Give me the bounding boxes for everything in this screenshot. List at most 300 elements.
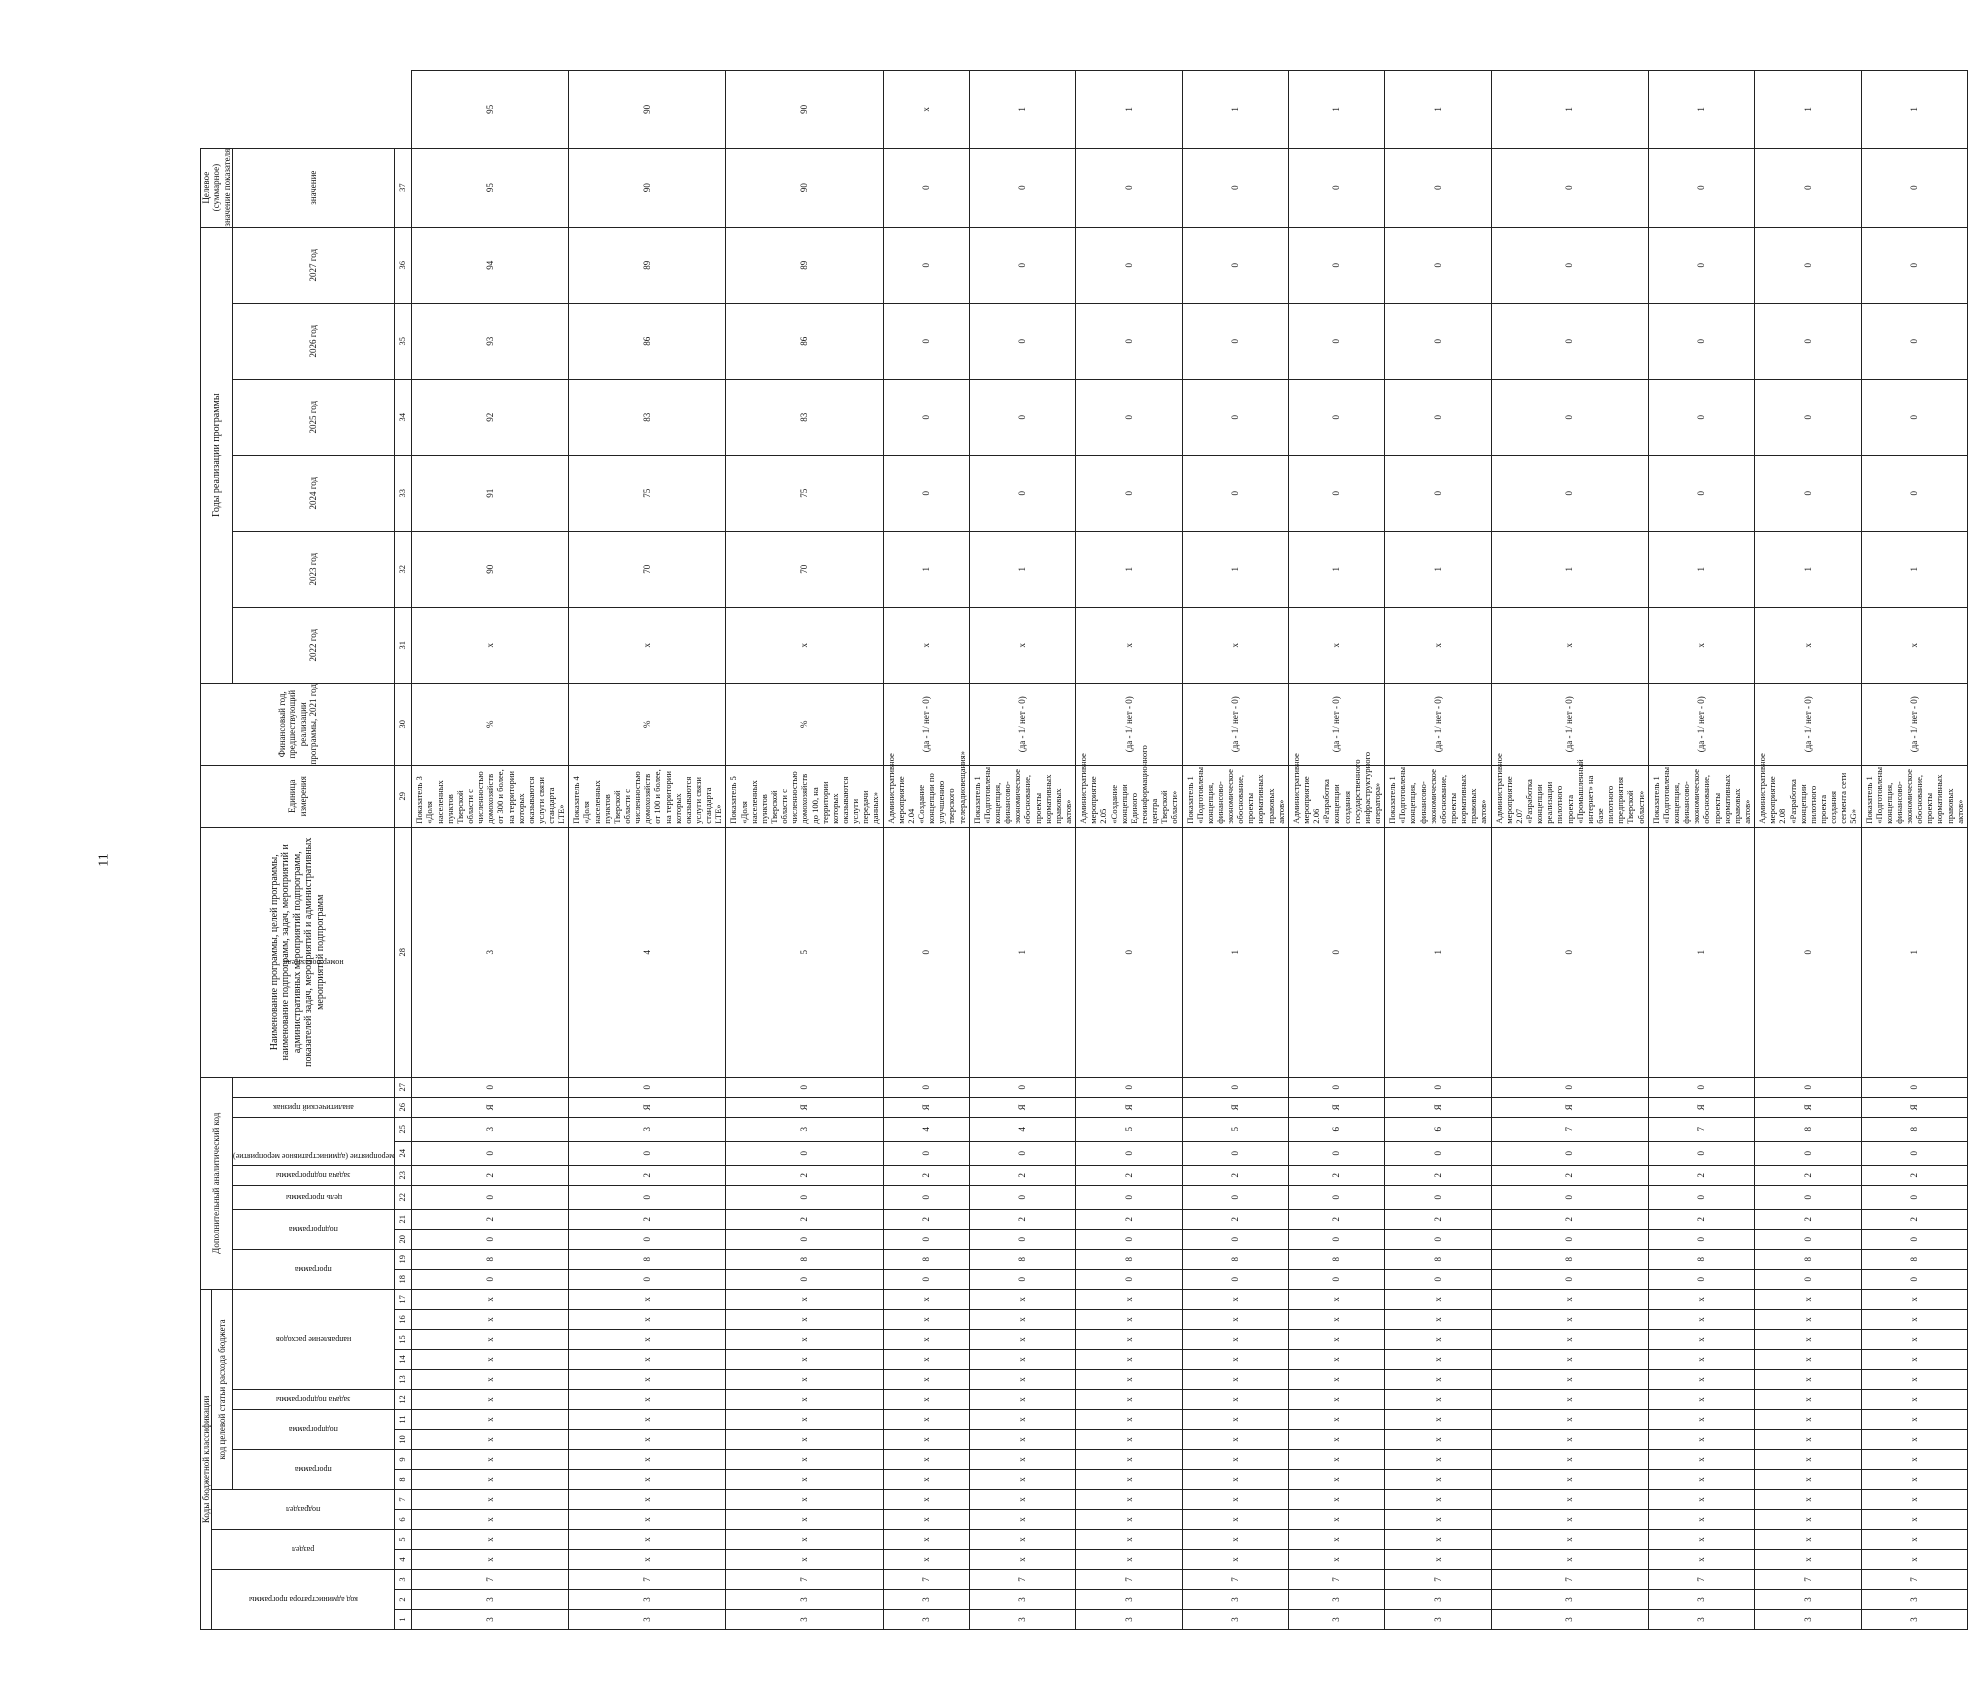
code-cell: х <box>412 1350 569 1370</box>
code-cell: 0 <box>1076 1077 1182 1097</box>
item-name-cell: Показатель 5 «Доля населенных пунктов Тверской области с численностью домохозяйств до 100, на территории которых оказываются услуги передачи данных» <box>726 765 883 827</box>
code-cell: Я <box>1385 1097 1491 1117</box>
code-cell: 0 <box>1385 1141 1491 1165</box>
code-cell: х <box>1491 1550 1648 1570</box>
fin-year-header: Финансовый год, предшествующий реализации программы, 2021 год <box>201 683 395 765</box>
ak-subprogram-task-header: задача подпрограммы <box>276 1170 351 1180</box>
code-cell: х <box>726 1490 883 1510</box>
year-value-cell: 89 <box>569 227 726 303</box>
code-cell: Я <box>1648 1097 1754 1117</box>
year-value-cell: 0 <box>1076 227 1182 303</box>
code-cell: х <box>1288 1470 1384 1490</box>
table-row <box>1385 71 1491 1630</box>
code-cell: 2 <box>1288 1165 1384 1185</box>
code-cell: х <box>1385 1410 1491 1430</box>
column-number: 3 <box>395 1570 412 1590</box>
code-cell: 3 <box>569 1590 726 1610</box>
program-header: программа <box>295 1465 332 1475</box>
year-value-cell: 0 <box>1755 379 1861 455</box>
code-cell: х <box>969 1450 1075 1470</box>
year-value-cell: 0 <box>1648 227 1754 303</box>
code-cell: 7 <box>969 1570 1075 1590</box>
code-cell: х <box>1182 1310 1288 1330</box>
item-name-cell: Показатель 4 «Доля населенных пунктов Тверской области с численностью домохозяйств от 100 и более, на территории которых оказываются услуги связи стандарта LTE» <box>569 765 726 827</box>
code-cell: х <box>1385 1550 1491 1570</box>
code-cell: х <box>1861 1550 1967 1570</box>
table-row <box>1491 71 1648 1630</box>
code-cell: 7 <box>1182 1570 1288 1590</box>
code-cell: х <box>1755 1510 1861 1530</box>
code-cell: 0 <box>569 1141 726 1165</box>
year-value-cell: 90 <box>569 148 726 227</box>
year-value-cell: 70 <box>726 531 883 607</box>
code-cell: х <box>883 1289 969 1309</box>
year-value-cell: 75 <box>569 455 726 531</box>
table-row <box>1288 71 1384 1630</box>
code-cell: 0 <box>726 1229 883 1249</box>
code-cell: х <box>569 1370 726 1390</box>
year-value-cell: 1 <box>1076 531 1182 607</box>
code-cell: 2 <box>726 1165 883 1185</box>
year-2025-header: 2025 год <box>233 379 395 455</box>
column-number: 35 <box>395 303 412 379</box>
code-cell: х <box>1491 1330 1648 1350</box>
code-cell: 2 <box>1648 1209 1754 1229</box>
code-cell: 1 <box>969 827 1075 1077</box>
code-cell: х <box>1385 1450 1491 1470</box>
expense-direction-header: направление расходов <box>276 1335 352 1344</box>
code-cell: х <box>883 1370 969 1390</box>
code-cell: 0 <box>1861 1269 1967 1289</box>
table-row <box>569 71 726 1630</box>
year-value-cell: 0 <box>969 148 1075 227</box>
year-value-cell: 0 <box>1076 455 1182 531</box>
item-name-cell: Административное мероприятие 2.06 «Разработка концепции создания государственного инфраструктурного оператора» <box>1288 765 1384 827</box>
code-cell: х <box>569 1470 726 1490</box>
code-cell: 0 <box>1385 1077 1491 1097</box>
code-cell: 0 <box>726 1141 883 1165</box>
code-cell: х <box>1491 1310 1648 1330</box>
code-cell: х <box>969 1470 1075 1490</box>
code-cell: 2 <box>1491 1209 1648 1229</box>
column-number: 8 <box>395 1470 412 1490</box>
year-value-cell: 0 <box>1076 379 1182 455</box>
table-row <box>1182 71 1288 1630</box>
code-cell: х <box>1288 1330 1384 1350</box>
code-cell: х <box>883 1490 969 1510</box>
year-value-cell: 1 <box>969 531 1075 607</box>
code-cell: х <box>1648 1550 1754 1570</box>
code-cell: 5 <box>1076 1117 1182 1141</box>
code-cell: х <box>1182 1430 1288 1450</box>
code-cell: х <box>569 1490 726 1510</box>
code-cell: х <box>1648 1350 1754 1370</box>
code-cell: х <box>1491 1289 1648 1309</box>
fin-year-cell: х <box>1182 607 1288 683</box>
code-cell: 0 <box>969 1077 1075 1097</box>
column-number: 18 <box>395 1269 412 1289</box>
code-cell: х <box>726 1310 883 1330</box>
code-cell: х <box>1755 1390 1861 1410</box>
code-cell: 0 <box>1648 1185 1754 1209</box>
column-number: 20 <box>395 1229 412 1249</box>
year-value-cell: 0 <box>883 303 969 379</box>
year-value-cell: 0 <box>969 303 1075 379</box>
year-value-cell: 90 <box>726 148 883 227</box>
code-cell: х <box>1861 1310 1967 1330</box>
code-cell: 0 <box>883 1141 969 1165</box>
item-name-cell: Показатель 1 «Подготовлены концепция, финансово-экономическое обоснование, проекты нормативных правовых актов» <box>1182 765 1288 827</box>
code-cell: х <box>412 1330 569 1350</box>
code-cell: х <box>1385 1310 1491 1330</box>
program-indicators-table <box>200 70 1968 1630</box>
code-cell: 0 <box>1755 1141 1861 1165</box>
code-cell: х <box>1076 1510 1182 1530</box>
code-cell: Я <box>1182 1097 1288 1117</box>
code-cell: х <box>1648 1390 1754 1410</box>
code-cell: 0 <box>1182 1141 1288 1165</box>
code-cell: 2 <box>569 1209 726 1229</box>
code-cell: 0 <box>1385 1269 1491 1289</box>
code-cell: 0 <box>1648 1269 1754 1289</box>
code-cell: х <box>1182 1490 1288 1510</box>
year-value-cell: 1 <box>1491 531 1648 607</box>
code-cell: 3 <box>726 1610 883 1630</box>
year-value-cell: 1 <box>1182 531 1288 607</box>
code-cell: х <box>1288 1390 1384 1410</box>
code-cell: х <box>1182 1330 1288 1350</box>
code-cell: 3 <box>726 1117 883 1141</box>
code-cell: 3 <box>412 1590 569 1610</box>
year-value-cell: 1 <box>1861 531 1967 607</box>
column-number: 26 <box>395 1097 412 1117</box>
code-cell: х <box>1755 1470 1861 1490</box>
section-header: раздел <box>292 1545 315 1555</box>
column-number: 28 <box>395 827 412 1077</box>
year-value-cell: 0 <box>1491 148 1648 227</box>
code-cell: 3 <box>569 1610 726 1630</box>
table-row <box>726 71 883 1630</box>
code-cell: х <box>726 1450 883 1470</box>
code-cell: х <box>1288 1310 1384 1330</box>
code-cell: х <box>1076 1310 1182 1330</box>
code-cell: 0 <box>1182 1185 1288 1209</box>
year-value-cell: 90 <box>412 531 569 607</box>
code-cell: 0 <box>1491 1269 1648 1289</box>
code-cell: 2 <box>1288 1209 1384 1229</box>
code-cell: х <box>569 1550 726 1570</box>
code-cell: х <box>1491 1510 1648 1530</box>
code-cell: 8 <box>969 1249 1075 1269</box>
code-cell: 3 <box>1491 1610 1648 1630</box>
column-number: 14 <box>395 1350 412 1370</box>
code-cell: х <box>1288 1490 1384 1510</box>
year-2027-header: 2027 год <box>233 227 395 303</box>
name-header: Наименование программы, целей программы, наименование подпрограмм, задач, мероприятий и административных мероприятий подпрограмм, показателей задач, мероприятий и административных мероприятий подпрограмм <box>201 827 395 1077</box>
table-row <box>1861 71 1967 1630</box>
item-name-cell: Показатель 1 «Подготовлены концепция, финансово-экономическое обоснование, проекты нормативных правовых актов» <box>1861 765 1967 827</box>
code-cell: 0 <box>1491 1077 1648 1097</box>
code-cell: 0 <box>1288 827 1384 1077</box>
code-cell: х <box>969 1330 1075 1350</box>
code-cell: 8 <box>1385 1249 1491 1269</box>
code-cell: х <box>1385 1350 1491 1370</box>
code-cell: х <box>569 1510 726 1530</box>
code-cell: х <box>1755 1450 1861 1470</box>
year-value-cell: 0 <box>1491 227 1648 303</box>
table-row <box>412 71 569 1630</box>
code-cell: х <box>1491 1530 1648 1550</box>
year-value-cell: 1 <box>1288 531 1384 607</box>
code-cell: 4 <box>569 827 726 1077</box>
fin-year-cell: х <box>1076 607 1182 683</box>
code-cell: х <box>726 1370 883 1390</box>
code-cell: х <box>412 1470 569 1490</box>
code-cell: 3 <box>1491 1590 1648 1610</box>
code-cell: 7 <box>1076 1570 1182 1590</box>
code-cell: х <box>1076 1410 1182 1430</box>
code-cell: х <box>1648 1289 1754 1309</box>
fin-year-cell: х <box>569 607 726 683</box>
table-row <box>1755 71 1861 1630</box>
ak-program-header: программа <box>295 1264 332 1274</box>
year-value-cell: 0 <box>1491 455 1648 531</box>
table-row <box>883 71 969 1630</box>
code-cell: х <box>1861 1530 1967 1550</box>
code-cell: 1 <box>1861 827 1967 1077</box>
code-cell: 8 <box>1755 1117 1861 1141</box>
code-cell: х <box>1861 1450 1967 1470</box>
code-cell: х <box>1861 1490 1967 1510</box>
code-cell: 2 <box>883 1165 969 1185</box>
code-cell: 3 <box>726 1590 883 1610</box>
code-cell: х <box>569 1310 726 1330</box>
code-cell: 0 <box>726 1185 883 1209</box>
unit-cell: (да - 1/ нет - 0) <box>1491 683 1648 765</box>
code-cell: х <box>1385 1289 1491 1309</box>
item-name-cell: Показатель 3 «Доля населенных пунктов Тверской области с численностью домохозяйств от 300 и более, на территории которых оказываются услуги связи стандарта LTE» <box>412 765 569 827</box>
unit-cell: (да - 1/ нет - 0) <box>1648 683 1754 765</box>
fin-year-cell: х <box>726 607 883 683</box>
target-value-cell: 90 <box>569 71 726 149</box>
year-value-cell: 0 <box>1861 227 1967 303</box>
ak-subprogram-header: подпрограмма <box>289 1224 339 1234</box>
year-value-cell: 0 <box>1182 303 1288 379</box>
ak-event-header: мероприятие (административное мероприятие) <box>233 1152 395 1162</box>
code-cell: Я <box>1861 1097 1967 1117</box>
code-cell: 6 <box>1385 1117 1491 1141</box>
code-cell: 0 <box>1755 1229 1861 1249</box>
code-cell: 2 <box>1076 1209 1182 1229</box>
code-cell: х <box>1288 1430 1384 1450</box>
code-cell: х <box>1648 1310 1754 1330</box>
item-name-cell: Административное мероприятие 2.07 «Разработка концепции реализации пилотного проекта «Промышленный интернет» на базе пилотного предприятия Тверской области» <box>1491 765 1648 827</box>
code-cell: 0 <box>1288 1141 1384 1165</box>
subprogram-task-header: задача подпрограммы <box>276 1395 351 1405</box>
code-cell: х <box>1076 1350 1182 1370</box>
column-number: 6 <box>395 1510 412 1530</box>
target-value-cell: 1 <box>1288 71 1384 149</box>
code-cell: х <box>1755 1490 1861 1510</box>
code-cell: х <box>969 1370 1075 1390</box>
unit-cell: (да - 1/ нет - 0) <box>1182 683 1288 765</box>
code-cell: х <box>1385 1330 1491 1350</box>
code-cell: 0 <box>1755 1077 1861 1097</box>
code-cell: х <box>569 1530 726 1550</box>
code-cell: х <box>1755 1330 1861 1350</box>
code-cell: х <box>1861 1470 1967 1490</box>
code-cell: 1 <box>1385 827 1491 1077</box>
target-value-cell: 95 <box>412 71 569 149</box>
code-cell: 0 <box>969 1269 1075 1289</box>
code-cell: 0 <box>1182 1077 1288 1097</box>
table-row <box>969 71 1075 1630</box>
unit-header: Единица измерения <box>201 765 395 827</box>
code-cell: х <box>569 1430 726 1450</box>
page-number: 11 <box>96 853 112 867</box>
code-cell: 0 <box>883 1229 969 1249</box>
code-cell: 1 <box>1648 827 1754 1077</box>
unit-cell: (да - 1/ нет - 0) <box>1385 683 1491 765</box>
code-cell: х <box>1182 1510 1288 1530</box>
code-cell: х <box>412 1310 569 1330</box>
year-value-cell: 0 <box>1861 379 1967 455</box>
year-value-cell: 75 <box>726 455 883 531</box>
admin-code-header: код администратора программы <box>248 1595 358 1605</box>
code-cell: 8 <box>1861 1249 1967 1269</box>
code-cell: 0 <box>1076 1229 1182 1249</box>
code-cell: 8 <box>1755 1249 1861 1269</box>
code-cell: х <box>726 1470 883 1490</box>
code-cell: х <box>1861 1510 1967 1530</box>
code-cell: 1 <box>1182 827 1288 1077</box>
code-cell: х <box>726 1410 883 1430</box>
year-value-cell: 0 <box>1648 303 1754 379</box>
code-cell: 0 <box>1491 1185 1648 1209</box>
code-cell: 3 <box>1076 1590 1182 1610</box>
code-cell: 4 <box>969 1117 1075 1141</box>
code-cell: 3 <box>969 1610 1075 1630</box>
code-cell: 0 <box>1385 1185 1491 1209</box>
target-value-cell: 1 <box>1861 71 1967 149</box>
year-value-cell: 0 <box>969 379 1075 455</box>
code-cell: х <box>1385 1430 1491 1450</box>
code-cell: х <box>883 1330 969 1350</box>
fin-year-cell: х <box>883 607 969 683</box>
code-cell: 3 <box>1385 1590 1491 1610</box>
code-cell: х <box>726 1350 883 1370</box>
year-value-cell: 0 <box>1288 455 1384 531</box>
code-cell: 0 <box>883 1269 969 1289</box>
code-cell: 2 <box>1648 1165 1754 1185</box>
code-cell: 8 <box>1491 1249 1648 1269</box>
code-cell: 3 <box>1385 1610 1491 1630</box>
fin-year-cell: х <box>1861 607 1967 683</box>
year-value-cell: 0 <box>1076 148 1182 227</box>
column-number: 36 <box>395 227 412 303</box>
item-name-cell: Показатель 1 «Подготовлены концепция, финансово-экономическое обоснование, проекты нормативных правовых актов» <box>1385 765 1491 827</box>
code-cell: х <box>1385 1470 1491 1490</box>
code-cell: х <box>883 1390 969 1410</box>
code-cell: х <box>1076 1370 1182 1390</box>
table-row <box>1076 71 1182 1630</box>
year-value-cell: 95 <box>412 148 569 227</box>
code-cell: х <box>1861 1370 1967 1390</box>
code-cell: х <box>1861 1410 1967 1430</box>
code-cell: х <box>726 1530 883 1550</box>
year-value-cell: 0 <box>969 455 1075 531</box>
column-number: 19 <box>395 1249 412 1269</box>
year-value-cell: 0 <box>1385 148 1491 227</box>
code-cell: х <box>412 1410 569 1430</box>
code-cell: 3 <box>1648 1590 1754 1610</box>
code-cell: х <box>412 1289 569 1309</box>
table-body <box>412 71 1968 1630</box>
code-cell: 2 <box>969 1165 1075 1185</box>
code-cell: 2 <box>569 1165 726 1185</box>
target-header: Целевое (суммарное) значение показателя <box>201 148 232 227</box>
year-value-cell: 0 <box>1648 379 1754 455</box>
fin-year-cell: х <box>1648 607 1754 683</box>
code-cell: х <box>1491 1390 1648 1410</box>
code-cell: 0 <box>726 1077 883 1097</box>
code-cell: х <box>969 1350 1075 1370</box>
code-cell: х <box>1491 1470 1648 1490</box>
code-cell: 5 <box>1182 1117 1288 1141</box>
code-cell: х <box>569 1410 726 1430</box>
code-cell: х <box>969 1430 1075 1450</box>
year-value-cell: 0 <box>1861 455 1967 531</box>
code-cell: 0 <box>412 1141 569 1165</box>
code-cell: 2 <box>1755 1209 1861 1229</box>
code-cell: Я <box>412 1097 569 1117</box>
target-value-cell: 1 <box>1182 71 1288 149</box>
code-cell: х <box>726 1289 883 1309</box>
code-cell: 3 <box>1182 1590 1288 1610</box>
code-cell: 0 <box>1182 1229 1288 1249</box>
item-name-cell: Показатель 1 «Подготовлены концепция, финансово-экономическое обоснование, проекты нормативных правовых актов» <box>1648 765 1754 827</box>
code-cell: х <box>883 1350 969 1370</box>
code-cell: 3 <box>1861 1610 1967 1630</box>
code-cell: 0 <box>969 1229 1075 1249</box>
code-cell: 7 <box>1861 1570 1967 1590</box>
year-value-cell: 0 <box>1182 379 1288 455</box>
code-cell: 3 <box>969 1590 1075 1610</box>
column-number: 2 <box>395 1590 412 1610</box>
fin-year-cell: х <box>1755 607 1861 683</box>
fin-year-cell: х <box>1491 607 1648 683</box>
years-header: Годы реализации программы <box>201 227 233 683</box>
column-number: 11 <box>395 1410 412 1430</box>
year-value-cell: 0 <box>883 455 969 531</box>
year-2023-header: 2023 год <box>233 531 395 607</box>
fin-year-cell: х <box>412 607 569 683</box>
code-cell: 2 <box>1491 1165 1648 1185</box>
code-cell: х <box>1385 1490 1491 1510</box>
code-cell: х <box>569 1289 726 1309</box>
code-cell: х <box>1648 1410 1754 1430</box>
year-2026-header: 2026 год <box>233 303 395 379</box>
code-cell: 3 <box>883 1590 969 1610</box>
target-value-cell: 1 <box>1076 71 1182 149</box>
code-cell: х <box>1648 1370 1754 1390</box>
year-value-cell: 0 <box>883 148 969 227</box>
year-value-cell: 0 <box>1182 148 1288 227</box>
code-cell: х <box>1182 1350 1288 1370</box>
subprogram-header: подпрограмма <box>289 1425 339 1435</box>
unit-cell: (да - 1/ нет - 0) <box>1076 683 1182 765</box>
year-value-cell: 0 <box>1491 379 1648 455</box>
